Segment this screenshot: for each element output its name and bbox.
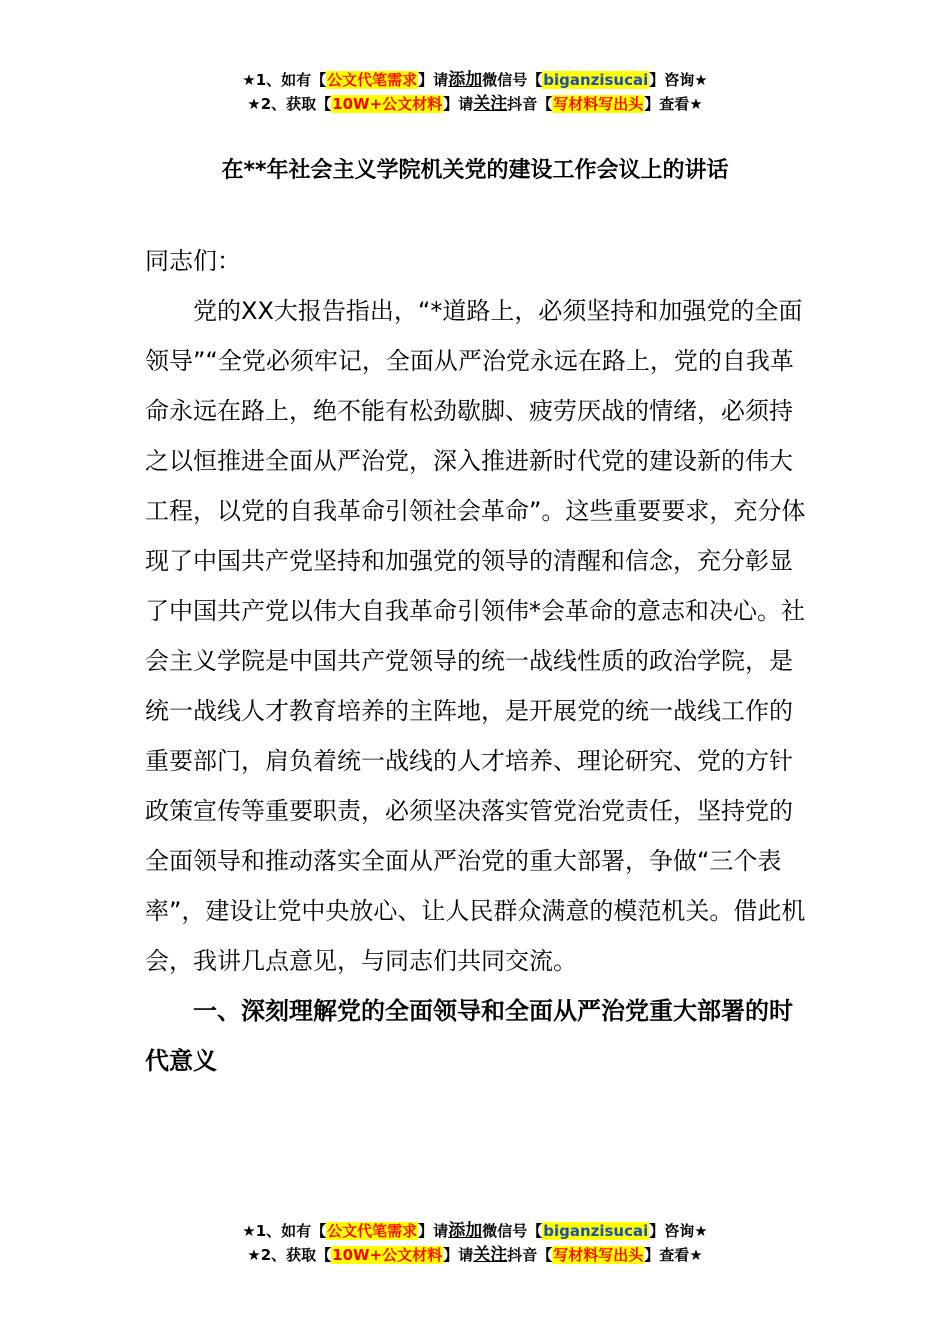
promo-text: 抖音【: [507, 95, 553, 113]
promo-emphasis: 关注: [473, 94, 508, 114]
footer-promo-banner: [0, 1219, 950, 1267]
promo-text: 微信号【: [482, 71, 543, 89]
document-body: [145, 150, 810, 1086]
promo-highlight-wechat: biganzisucai: [543, 1222, 649, 1240]
promo-text: ★1、如有【: [242, 1222, 327, 1240]
promo-text: ★2、获取【: [247, 1246, 332, 1264]
paragraph: 党的XX大报告指出，“*道路上，必须坚持和加强党的全面领导”“全党必须牢记，全面从严治党永远在路上，党的自我革命永远在路上，绝不能有松劲歇脚、疲劳厌战的情绪，必须持之以恒推进全面从严治党，深入推进新时代党的建设新的伟大工程，以党的自我革命引领社会革命”。这些重要要求，充分体现了中国共产党坚持和加强党的领导的清醒和信念，充分彰显了中国共产党以伟大自我革命引领伟*会革命的意志和决心。社会主义学院是中国共产党领导的统一战线性质的政治学院，是统一战线人才教育培养的主阵地，是开展党的统一战线工作的重要部门，肩负着统一战线的人才培养、理论研究、党的方针政策宣传等重要职责，必须坚决落实管党治党责任，坚持党的全面领导和推动落实全面从严治党的重大部署，争做“三个表率”，建设让党中央放心、让人民群众满意的模范机关。借此机会，我讲几点意见，与同志们共同交流。: [145, 297, 806, 975]
promo-line-2: [0, 1243, 950, 1267]
promo-text: 】咨询★: [649, 71, 708, 89]
promo-text: 】查看★: [644, 95, 703, 113]
promo-emphasis: 关注: [473, 1245, 508, 1265]
promo-emphasis: 添加: [448, 1221, 483, 1241]
promo-highlight-douyin: 写材料写出头: [553, 95, 644, 113]
promo-line-1: [0, 68, 950, 92]
promo-emphasis: 添加: [448, 70, 483, 90]
promo-line-1: [0, 1219, 950, 1243]
promo-line-2: [0, 92, 950, 116]
promo-text: 】咨询★: [649, 1222, 708, 1240]
section-heading: 一、深刻理解党的全面领导和全面从严治党重大部署的时代意义: [145, 997, 793, 1075]
promo-text: 】请: [443, 95, 474, 113]
promo-highlight-wechat: biganzisucai: [543, 71, 649, 89]
promo-text: ★1、如有【: [242, 71, 327, 89]
salutation: 同志们：: [145, 247, 241, 275]
promo-text: 】请: [443, 1246, 474, 1264]
promo-text: 】请: [418, 71, 449, 89]
promo-highlight-douyin: 写材料写出头: [553, 1246, 644, 1264]
promo-highlight-service: 公文代笔需求: [327, 71, 418, 89]
promo-text: 】请: [418, 1222, 449, 1240]
promo-text: 微信号【: [482, 1222, 543, 1240]
promo-text: 抖音【: [507, 1246, 553, 1264]
promo-highlight-materials: 10W+公文材料: [332, 95, 443, 113]
header-promo-banner: [0, 68, 950, 116]
promo-text: 】查看★: [644, 1246, 703, 1264]
promo-text: ★2、获取【: [247, 95, 332, 113]
promo-highlight-materials: 10W+公文材料: [332, 1246, 443, 1264]
promo-highlight-service: 公文代笔需求: [327, 1222, 418, 1240]
document-title: 在**年社会主义学院机关党的建设工作会议上的讲话: [221, 158, 729, 183]
